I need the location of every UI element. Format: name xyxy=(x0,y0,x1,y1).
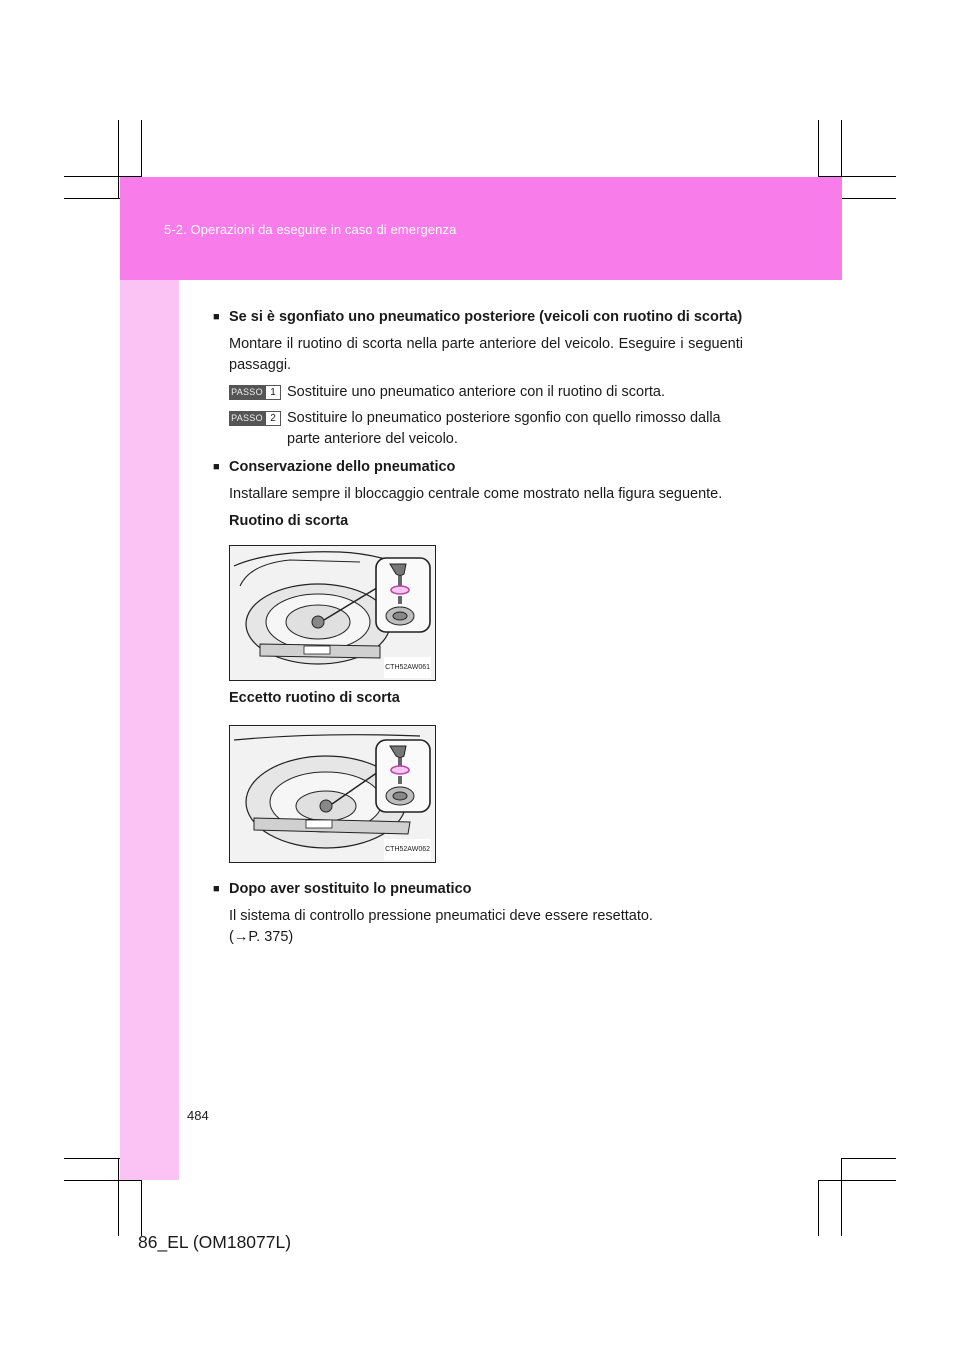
section-heading: ■ Dopo aver sostituito lo pneumatico xyxy=(213,879,743,900)
figure-code: CTH52AW061 xyxy=(384,657,431,678)
spare-tire-figure xyxy=(229,545,436,681)
paragraph: Installare sempre il bloccaggio centrale come mostrato nella figura seguente. xyxy=(229,486,723,502)
step-badge xyxy=(229,411,283,426)
crop-mark xyxy=(818,1180,896,1181)
step-text: Sostituire lo pneumatico posteriore sgonfio con quello rimosso dalla parte anteriore del veicolo. xyxy=(287,410,721,447)
step-badge xyxy=(229,385,283,400)
section-title: 5-2. Operazioni da eseguire in caso di emergenza xyxy=(164,222,457,237)
section-heading: ■ Conservazione dello pneumatico xyxy=(213,457,743,478)
square-bullet-icon: ■ xyxy=(213,461,220,473)
crop-mark xyxy=(141,1180,142,1236)
crop-mark xyxy=(118,120,119,198)
crop-mark xyxy=(64,1180,142,1181)
crop-mark xyxy=(818,1180,819,1236)
step-item xyxy=(213,382,743,403)
step-item xyxy=(213,408,743,450)
figure-caption: Eccetto ruotino di scorta xyxy=(229,690,400,706)
figure-caption: Ruotino di scorta xyxy=(229,513,349,529)
figure-code: CTH52AW062 xyxy=(384,839,431,860)
square-bullet-icon: ■ xyxy=(213,883,220,895)
page-content xyxy=(213,307,743,948)
page-number: 484 xyxy=(187,1108,209,1123)
step-number: 1 xyxy=(265,385,281,400)
footer-code: 86_EL (OM18077L) xyxy=(138,1232,292,1252)
page-reference-link[interactable]: (→P. 375) xyxy=(229,929,294,945)
side-band xyxy=(120,280,179,1180)
crop-mark xyxy=(841,1158,842,1236)
step-number: 2 xyxy=(265,411,281,426)
paragraph: Il sistema di controllo pressione pneumatici deve essere resettato. xyxy=(229,908,653,924)
paragraph: Montare il ruotino di scorta nella parte anteriore del veicolo. Eseguire i seguenti passaggi. xyxy=(229,336,743,373)
crop-mark xyxy=(841,1158,896,1159)
section-heading: ■ Se si è sgonfiato uno pneumatico posteriore (veicoli con ruotino di scorta) xyxy=(213,307,743,328)
tire-without-spare-figure xyxy=(229,725,436,863)
square-bullet-icon: ■ xyxy=(213,311,220,323)
step-text: Sostituire uno pneumatico anteriore con il ruotino di scorta. xyxy=(287,384,666,400)
crop-mark xyxy=(118,1158,119,1236)
step-badge-label: PASSO xyxy=(229,411,265,426)
step-badge-label: PASSO xyxy=(229,385,265,400)
